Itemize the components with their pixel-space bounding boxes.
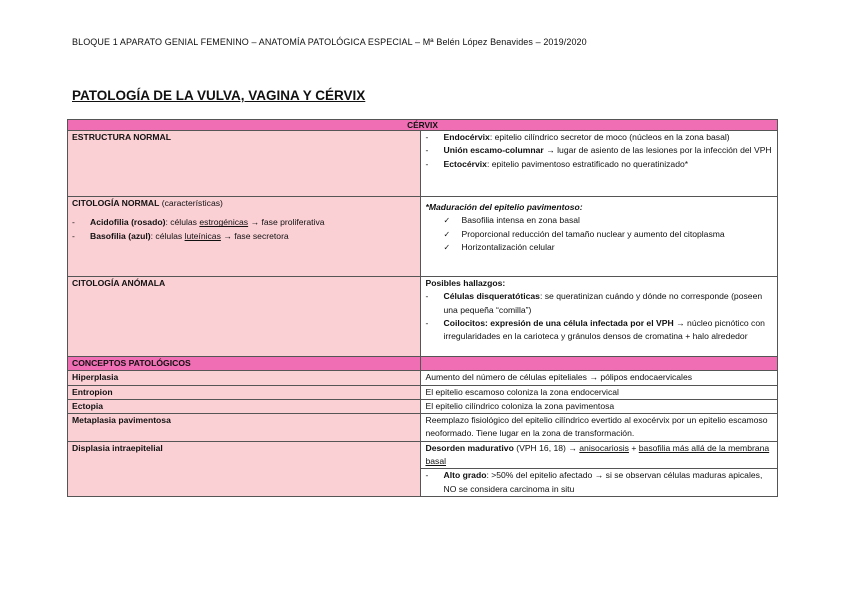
concept-definition: El epitelio cilíndrico coloniza la zona pavimentosa: [421, 399, 778, 413]
item-underlined: luteínicas: [184, 230, 221, 241]
item-term: Alto grado: [443, 470, 487, 481]
maduracion-title: [425, 201, 773, 214]
cell-citologia-normal-label: [68, 197, 421, 277]
list-item: ✓ Basofilia intensa en zona basal: [443, 214, 773, 227]
displasia-bold: Desorden madurativo: [425, 442, 514, 453]
concept-term: Entropion: [68, 385, 421, 399]
list-item: [425, 131, 773, 144]
concept-term: Hiperplasia: [68, 371, 421, 385]
item-term: Unión escamo-columnar: [443, 145, 544, 156]
list-item: [72, 230, 416, 243]
cell-citologia-anomala-label: [68, 277, 421, 357]
item-term: Células disqueratóticas: [443, 291, 540, 302]
concept-term: Ectopia: [68, 399, 421, 413]
item-text: → lugar de asiento de las lesiones por la infección del VPH: [543, 145, 772, 156]
list-item: ✓ Proporcional reducción del tamaño nuclear y aumento del citoplasma: [443, 228, 773, 241]
cell-citologia-anomala-content: [421, 277, 778, 357]
conceptos-header: [68, 357, 421, 371]
table-row: [68, 371, 778, 385]
table-row: [68, 399, 778, 413]
concept-definition: Aumento del número de células epiteliales → pólipos endocaervicales: [421, 371, 778, 385]
hallazgos-list: [425, 290, 773, 343]
item-term: Basofilia (azul): [90, 230, 151, 241]
maduracion-list: [425, 214, 773, 254]
concept-definition: Reemplazo fisiológico del epitelio cilíndrico evertido al exocérvix por un epitelio escamoso neoformado. Tiene lugar en la zona de transformación.: [421, 414, 778, 442]
section-header-cervix: CÉRVIX: [68, 120, 778, 131]
item-text: : >50% del epitelio afectado → si se observan células maduras apicales, NO se considera carcinoma in situ: [443, 470, 763, 494]
conceptos-header-text: CONCEPTOS PATOLÓGICOS: [72, 358, 191, 368]
list-item: [425, 317, 773, 344]
item-underlined: estrogénicas: [199, 217, 249, 228]
displasia-sub-list: [421, 469, 777, 496]
item-text: : se queratinizan cuándo y dónde no corresponde (poseen una pequeña “comilla”): [443, 291, 763, 315]
row-conceptos-header: [68, 357, 778, 371]
cell-estructura-normal-label: [68, 131, 421, 197]
concept-term: Metaplasia pavimentosa: [68, 414, 421, 442]
cell-maduracion-content: [421, 197, 778, 277]
estructura-list: [425, 131, 773, 171]
item-text: : células: [165, 217, 200, 228]
displasia-underlined: basofilia más allá de la membrana basal: [425, 442, 770, 467]
item-text: → fase proliferativa: [248, 217, 325, 228]
citologia-normal-list: [72, 216, 416, 243]
cell-estructura-normal-content: [421, 131, 778, 197]
row-displasia: [68, 441, 778, 496]
displasia-term: Displasia intraepitelial: [68, 441, 421, 496]
citologia-normal-label: [72, 197, 416, 210]
item-term: Ectocérvix: [443, 158, 487, 169]
maduracion-title-text: *Maduración del epitelio pavimentoso:: [425, 202, 583, 212]
list-item: [425, 158, 773, 171]
cell-displasia-content: [421, 441, 778, 496]
item-term: Coilocitos: expresión de una célula infectada por el VPH →: [443, 317, 685, 328]
displasia-main-line: [421, 442, 777, 470]
displasia-text: +: [628, 442, 639, 453]
item-text: núcleo picnótico con irregularidades en la carioteca y gránulos densos de cromatina + halo alrededor: [443, 317, 765, 342]
item-text: : células: [150, 230, 185, 241]
item-term: Endocérvix: [443, 132, 490, 142]
item-term: Acidofilia (rosado): [90, 217, 166, 228]
cervix-table: [67, 119, 778, 497]
list-item: ✓ Horizontalización celular: [443, 241, 773, 254]
running-header: BLOQUE 1 APARATO GENIAL FEMENINO – ANATOMÍA PATOLÓGICA ESPECIAL – Mª Belén López Benavides – 2019/2020: [72, 37, 587, 47]
citologia-anomala-label: CITOLOGÍA ANÓMALA: [72, 278, 166, 288]
list-item: [72, 216, 416, 229]
displasia-text: (VPH 16, 18) →: [513, 442, 580, 453]
table-row: [68, 385, 778, 399]
cervix-header-row: [68, 120, 778, 131]
row-estructura-normal: [68, 131, 778, 197]
displasia-underlined: anisocariosis: [579, 442, 629, 453]
item-text: : epitelio cilíndrico secretor de moco (núcleos en la zona basal): [489, 132, 730, 142]
row-citologia-anomala: [68, 277, 778, 357]
conceptos-header-fill: [421, 357, 778, 371]
list-item: [425, 469, 773, 496]
row-citologia-normal: [68, 197, 778, 277]
list-item: [425, 144, 773, 157]
label-rest: (características): [159, 198, 223, 208]
concept-definition: El epitelio escamoso coloniza la zona endocervical: [421, 385, 778, 399]
page-title: PATOLOGÍA DE LA VULVA, VAGINA Y CÉRVIX: [72, 88, 366, 103]
posibles-hallazgos-heading: Posibles hallazgos:: [425, 278, 506, 288]
estructura-normal-label: ESTRUCTURA NORMAL: [72, 132, 171, 142]
table-row: [68, 414, 778, 442]
item-text: → fase secretora: [220, 230, 289, 241]
list-item: [425, 290, 773, 317]
label-bold: CITOLOGÍA NORMAL: [72, 198, 160, 208]
item-text: : epitelio pavimentoso estratificado no queratinizado*: [486, 158, 689, 169]
